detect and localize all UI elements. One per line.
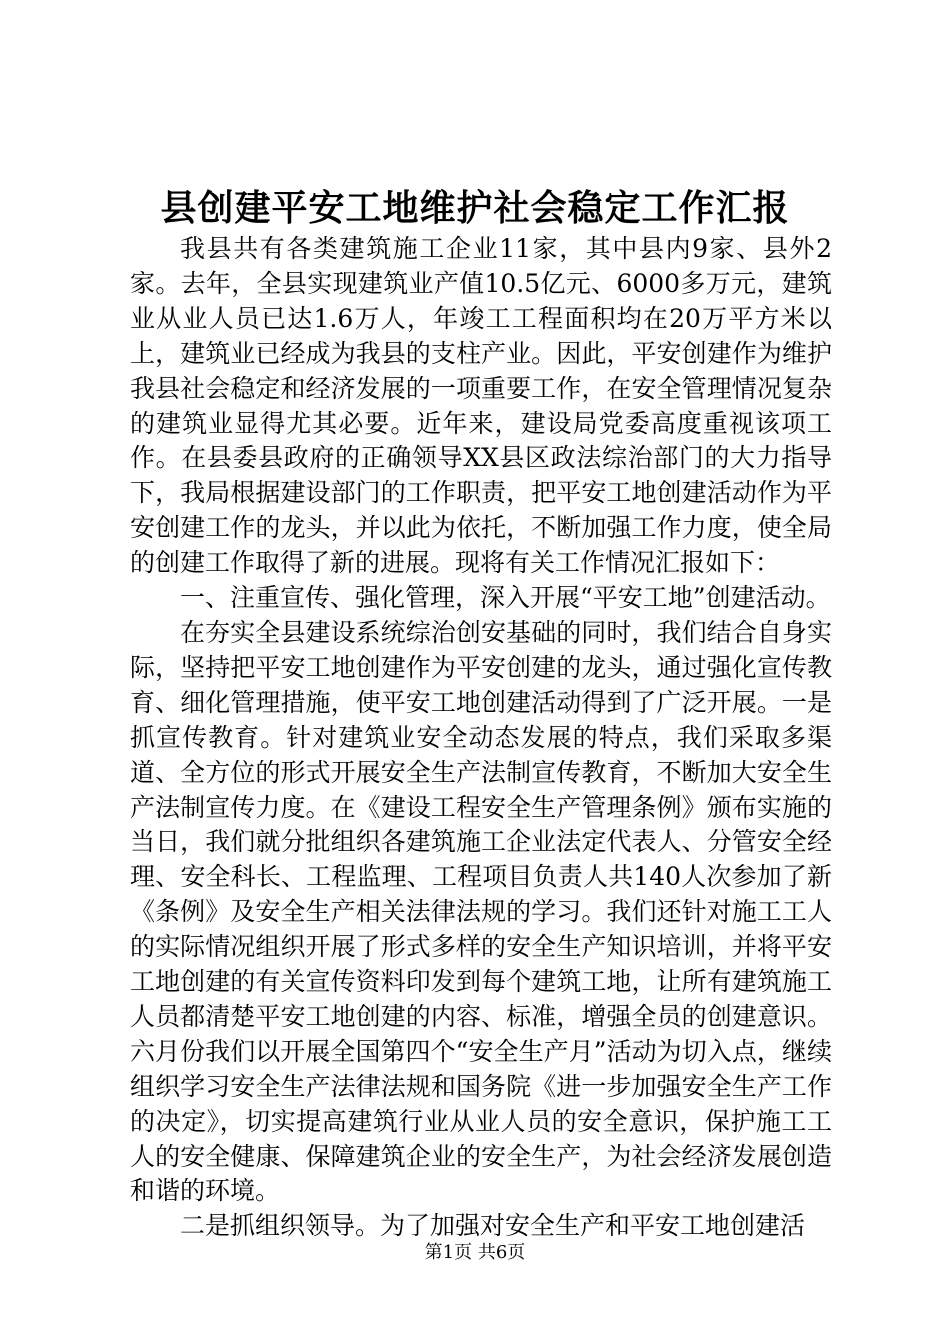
document-title: 县创建平安工地维护社会稳定工作汇报: [160, 187, 790, 229]
document-body: [130, 232, 832, 1244]
paragraph-propaganda: 在夯实全县建设系统综治创安基础的同时，我们结合自身实际，坚持把平安工地创建作为平安创建的龙头，通过强化宣传教育、细化管理措施，使平安工地创建活动得到了广泛开展。一是抓宣传教育。针对建筑业安全动态发展的特点，我们采取多渠道、全方位的形式开展安全生产法制宣传教育，不断加大安全生产法制宣传力度。在《建设工程安全生产管理条例》颁布实施的当日，我们就分批组织各建筑施工企业法定代表人、分管安全经理、安全科长、工程监理、工程项目负责人共140人次参加了新《条例》及安全生产相关法律法规的学习。我们还针对施工工人的实际情况组织开展了形式多样的安全生产知识培训，并将平安工地创建的有关宣传资料印发到每个建筑工地，让所有建筑施工人员都清楚平安工地创建的内容、标准，增强全员的创建意识。六月份我们以开展全国第四个“安全生产月”活动为切入点，继续组织学习安全生产法律法规和国务院《进一步加强安全生产工作的决定》，切实提高建筑行业从业人员的安全意识，保护施工工人的安全健康、保障建筑企业的安全生产，为社会经济发展创造和谐的环境。: [130, 617, 832, 1206]
paragraph-intro: 我县共有各类建筑施工企业11家，其中县内9家、县外2家。去年，全县实现建筑业产值10.5亿元、6000多万元，建筑业从业人员已达1.6万人，年竣工工程面积均在20万平方米以上，建筑业已经成为我县的支柱产业。因此，平安创建作为维护我县社会稳定和经济发展的一项重要工作，在安全管理情况复杂的建筑业显得尤其必要。近年来，建设局党委高度重视该项工作。在县委县政府的正确领导XX县区政法综治部门的大力指导下，我局根据建设部门的工作职责，把平安工地创建活动作为平安创建工作的龙头，并以此为依托，不断加强工作力度，使全局的创建工作取得了新的进展。现将有关工作情况汇报如下：: [130, 234, 832, 578]
page-footer: 第1页 共6页: [424, 1242, 526, 1263]
paragraph-section-heading: 一、注重宣传、强化管理，深入开展“平安工地”创建活动。: [180, 583, 831, 613]
paragraph-organization: 二是抓组织领导。为了加强对安全生产和平安工地创建活: [180, 1211, 806, 1241]
